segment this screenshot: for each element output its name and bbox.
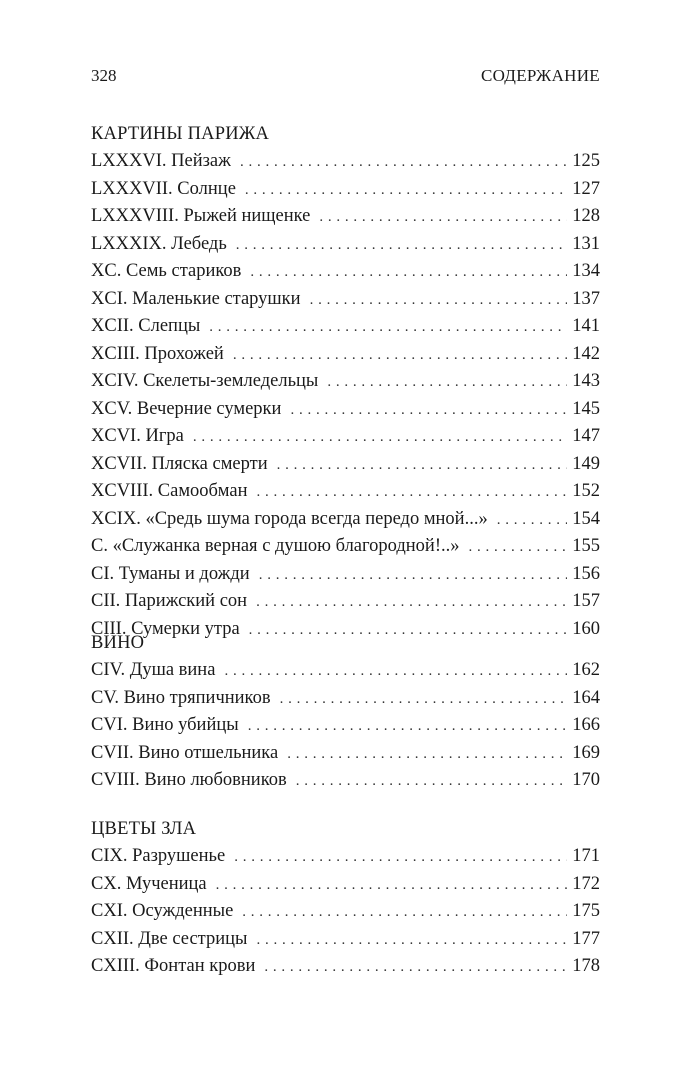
toc-entry [91,712,600,740]
entry-page: 156 [572,563,600,584]
toc-entry [91,478,600,506]
toc-entry [91,451,600,479]
dot-leader [327,369,567,397]
running-head [91,64,600,88]
entry-title: CVI. Вино убийцы [91,715,239,735]
entry-page: 143 [572,371,600,391]
toc-entry [91,953,600,981]
entry-page: 178 [572,956,600,976]
toc-list [91,843,600,981]
dot-leader [233,342,567,370]
entry-title: XCI. Маленькие старушки [91,288,301,309]
dot-leader [287,741,567,769]
toc-entry [91,657,600,685]
entry-page: 166 [572,715,600,735]
entry-page: 172 [572,873,600,894]
toc-entry [91,533,600,561]
page-number: 328 [91,66,117,85]
dot-leader [280,686,568,714]
entry-page: 131 [572,233,600,254]
entry-page: 127 [572,178,600,199]
entry-page: 160 [572,618,600,639]
entry-title: CIII. Сумерки утра [91,618,240,639]
entry-page: 149 [572,453,600,474]
entry-title: XCVIII. Самообман [91,481,248,501]
toc-entry [91,685,600,713]
entry-title: XCVI. Игра [91,426,184,446]
toc-entry [91,176,600,204]
entry-title: CX. Мученица [91,873,207,894]
entry-title: CXI. Осужденные [91,901,234,921]
dot-leader [256,927,567,955]
toc-entry [91,898,600,926]
toc-entry [91,286,600,314]
toc-entry [91,341,600,369]
entry-title: CI. Туманы и дожди [91,563,250,584]
toc-entry [91,871,600,899]
entry-page: 169 [572,742,600,763]
entry-page: 141 [572,316,600,336]
entry-page: 155 [572,536,600,556]
dot-leader [264,954,567,982]
toc-section-flowers [91,816,600,981]
toc-list [91,657,600,795]
dot-leader [497,507,568,535]
dot-leader [209,314,567,342]
running-title: СОДЕРЖАНИЕ [480,66,600,85]
entry-title: XCV. Вечерние сумерки [91,398,282,419]
dot-leader [224,658,567,686]
entry-title: C. «Служанка верная с душою благородной!..» [91,536,460,556]
entry-page: 142 [572,343,600,364]
dot-leader [256,479,567,507]
entry-title: XCII. Слепцы [91,316,201,336]
toc-entry [91,396,600,424]
section-title: КАРТИНЫ ПАРИЖА [91,124,270,144]
dot-leader [259,562,568,590]
toc-entry [91,423,600,451]
entry-title: XC. Семь стариков [91,261,242,281]
toc-entry [91,926,600,954]
entry-page: 125 [572,151,600,171]
entry-page: 164 [572,687,600,708]
dot-leader [216,872,568,900]
entry-title: XCIII. Прохожей [91,343,224,364]
dot-leader [310,287,568,315]
entry-title: LXXXVII. Солнце [91,178,236,199]
toc-entry [91,506,600,534]
toc-entry [91,767,600,795]
entry-page: 154 [572,508,600,529]
entry-title: XCIV. Скелеты-земледельцы [91,371,319,391]
dot-leader [290,397,567,425]
book-page [91,0,600,1080]
entry-page: 157 [572,591,600,611]
toc-entry [91,740,600,768]
dot-leader [248,713,568,741]
toc-entry [91,588,600,616]
toc-entry [91,231,600,259]
toc-entry [91,258,600,286]
entry-title: LXXXVIII. Рыжей нищенке [91,206,311,226]
entry-title: CIV. Душа вина [91,660,216,680]
entry-page: 134 [572,261,600,281]
dot-leader [469,534,568,562]
entry-page: 147 [572,426,600,446]
dot-leader [193,424,567,452]
entry-title: CV. Вино тряпичников [91,687,271,708]
entry-page: 137 [572,288,600,309]
section-title: ВИНО [91,633,145,653]
dot-leader [240,149,567,177]
toc-list [91,148,600,643]
toc-section-paris [91,121,600,643]
dot-leader [256,589,567,617]
entry-title: CVIII. Вино любовников [91,770,287,790]
entry-title: CXIII. Фонтан крови [91,956,256,976]
toc-entry [91,148,600,176]
entry-title: LXXXIX. Лебедь [91,233,227,254]
dot-leader [236,232,567,260]
entry-title: CVII. Вино отшельника [91,742,279,763]
toc-entry [91,561,600,589]
entry-page: 170 [572,770,600,790]
entry-page: 162 [572,660,600,680]
toc-entry [91,313,600,341]
entry-title: LXXXVI. Пейзаж [91,151,231,171]
dot-leader [250,259,567,287]
dot-leader [245,177,567,205]
entry-page: 145 [572,398,600,419]
toc-entry [91,843,600,871]
entry-page: 152 [572,481,600,501]
dot-leader [242,899,567,927]
toc-entry [91,203,600,231]
entry-title: CXII. Две сестрицы [91,928,248,949]
dot-leader [234,844,567,872]
entry-title: CII. Парижский сон [91,591,248,611]
toc-entry [91,368,600,396]
entry-page: 171 [572,846,600,866]
entry-title: XCIX. «Средь шума города всегда передо мной...» [91,508,488,529]
entry-page: 128 [572,206,600,226]
dot-leader [277,452,568,480]
entry-page: 175 [572,901,600,921]
section-title: ЦВЕТЫ ЗЛА [91,819,197,839]
entry-page: 177 [572,928,600,949]
toc-section-wine [91,630,600,795]
dot-leader [296,768,568,796]
dot-leader [319,204,567,232]
entry-title: CIX. Разрушенье [91,846,226,866]
entry-title: XCVII. Пляска смерти [91,453,268,474]
